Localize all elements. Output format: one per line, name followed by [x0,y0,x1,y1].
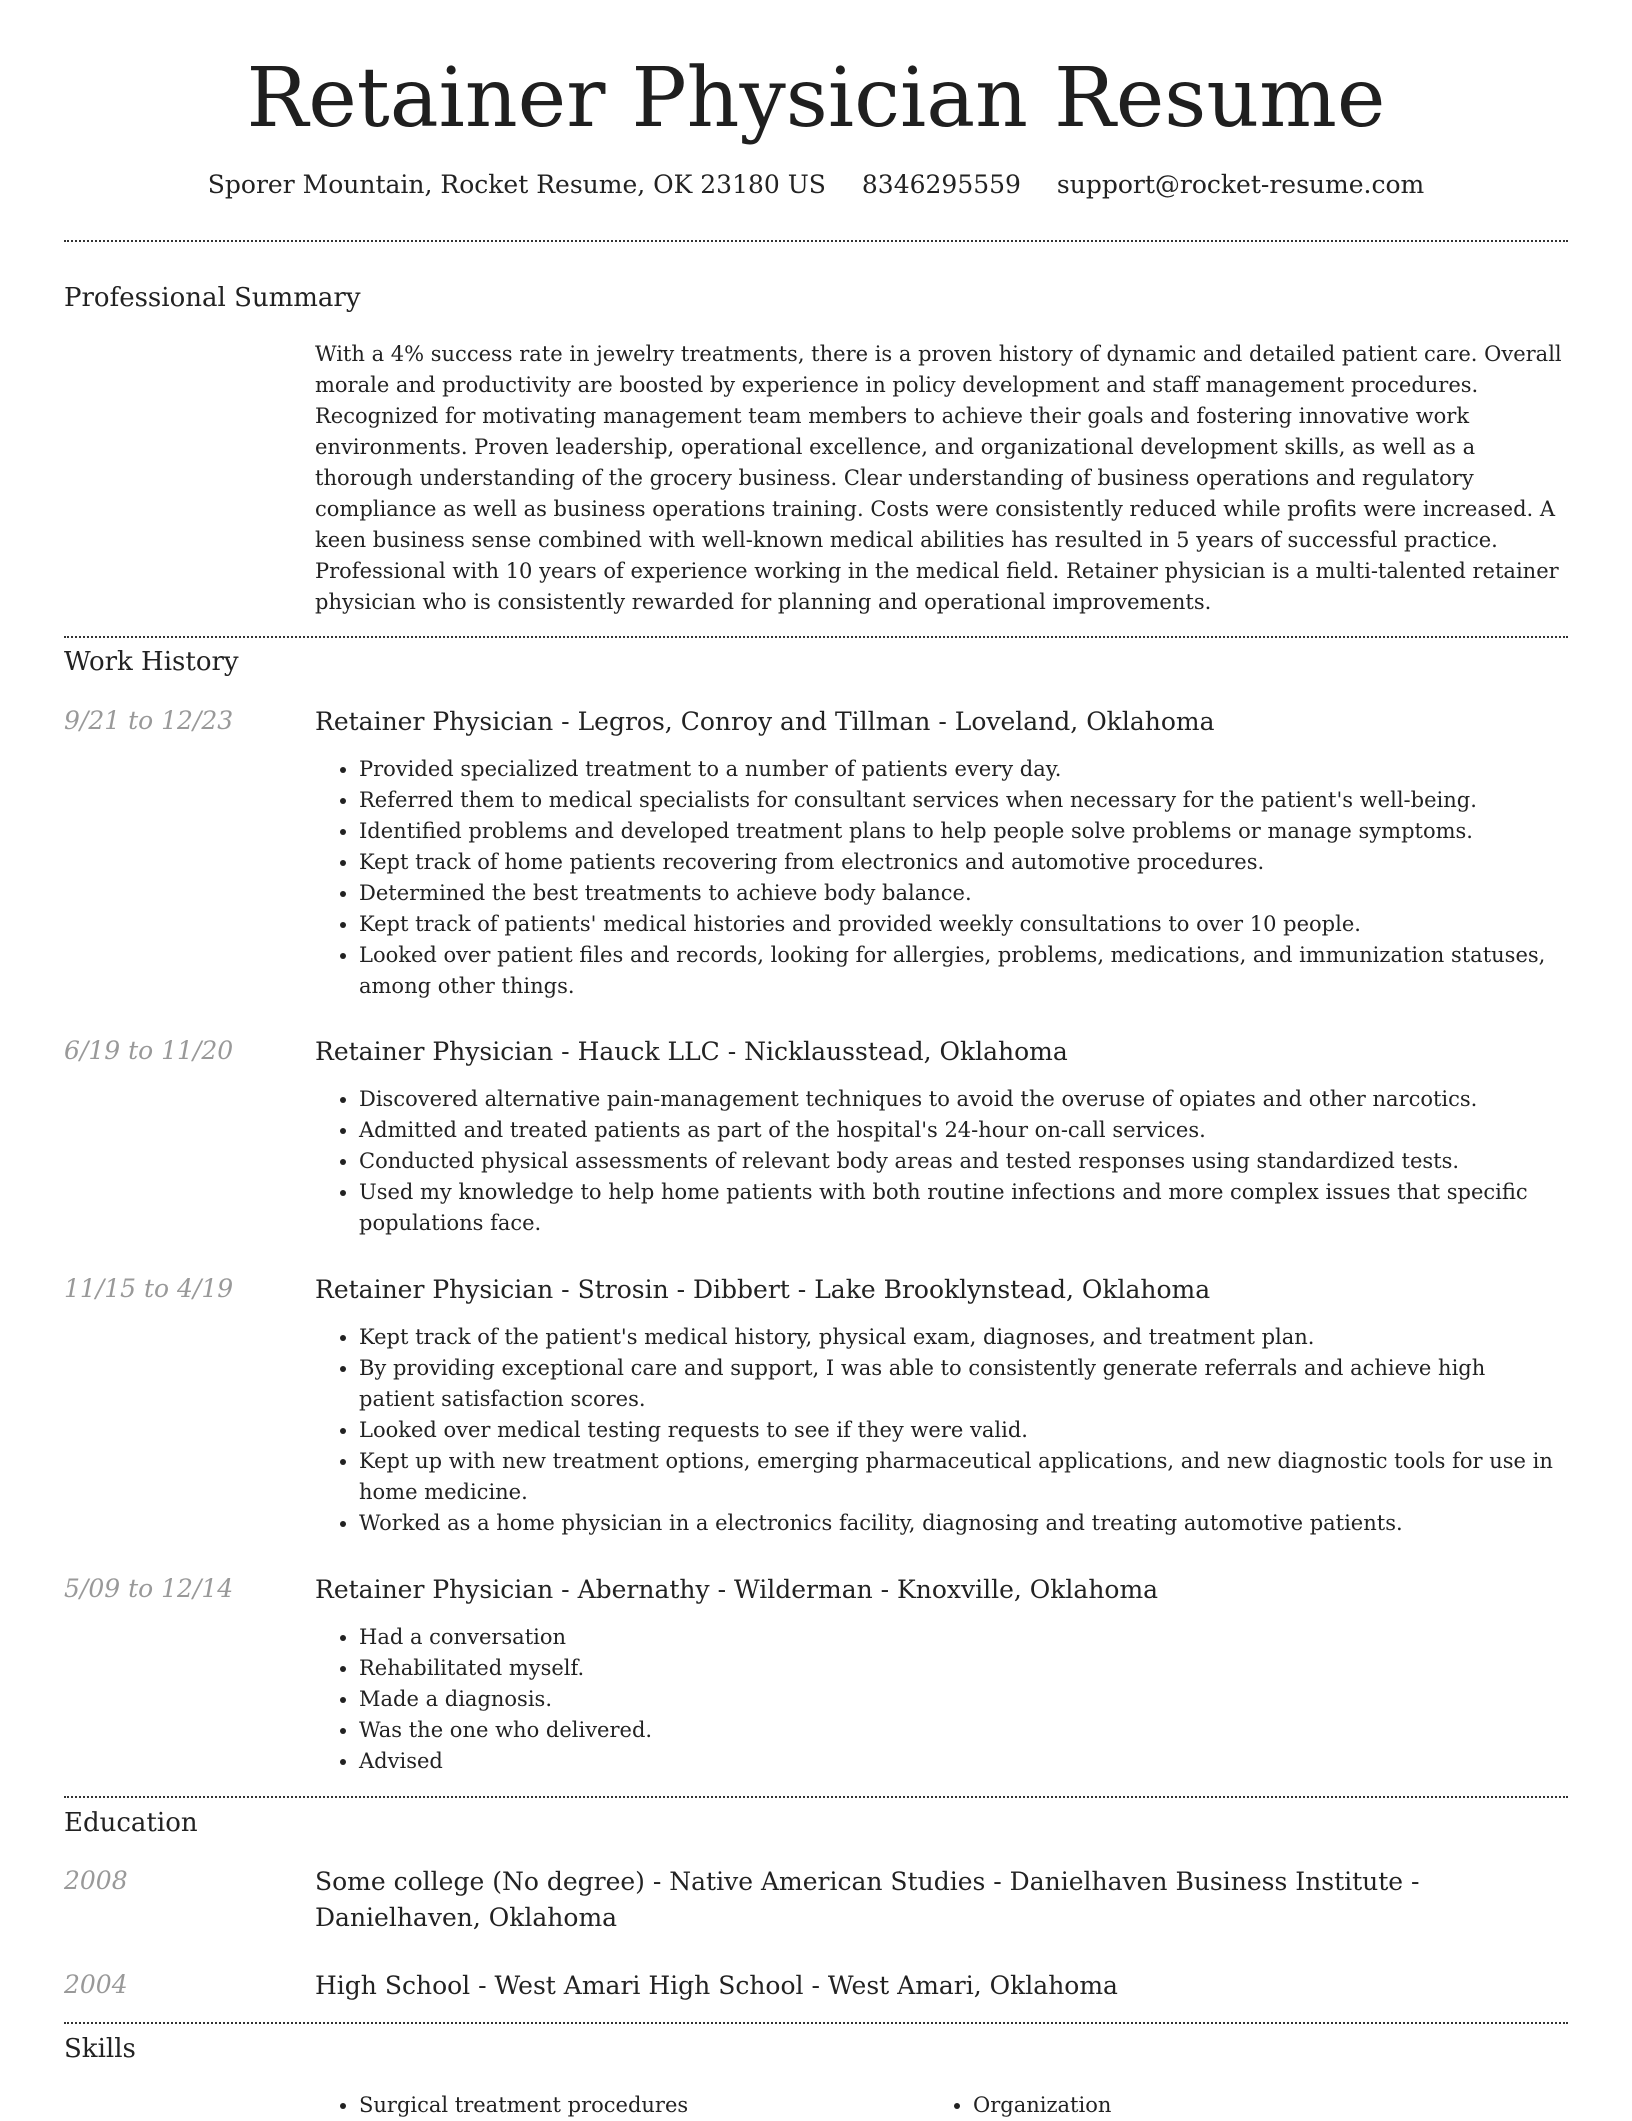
skill-item: • Organization [973,2090,1543,2121]
contact-address: Sporer Mountain, Rocket Resume, OK 23180 US [207,170,826,200]
resume-title: Retainer Physician Resume [246,51,1386,146]
section-divider [64,1796,1568,1798]
job-bullet: • Kept track of patients' medical histories and provided weekly consultations to over 10 people. [359,909,1567,940]
job-bullet: • Admitted and treated patients as part of the hospital's 24-hour on-call services. [359,1115,1567,1146]
job-dates: 5/09 to 12/14 [64,1574,234,1603]
resume-header [0,0,1632,199]
education-entry: High School - West Amari High School - West Amari, Oklahoma [315,1971,1118,2000]
job-bullet: • Made a diagnosis. [359,1684,1567,1715]
job-entry [315,1034,1567,1239]
job-bullet: • By providing exceptional care and support, I was able to consistently generate referrals and achieve high patient satisfaction scores. [359,1353,1567,1415]
job-title: Retainer Physician - Legros, Conroy and Tillman - Loveland, Oklahoma [315,707,1215,736]
section-divider [64,2022,1568,2024]
job-bullet: • Determined the best treatments to achieve body balance. [359,878,1567,909]
job-bullet: • Worked as a home physician in a electronics facility, diagnosing and treating automotive patients. [359,1508,1567,1539]
job-bullet: • Conducted physical assessments of relevant body areas and tested responses using standardized tests. [359,1146,1567,1177]
contact-line [0,170,1632,199]
skills-column-right [929,2090,1543,2121]
work-history-heading: Work History [64,647,239,677]
job-dates: 6/19 to 11/20 [64,1036,234,1065]
job-bullets [315,1622,1567,1777]
job-bullet: • Had a conversation [359,1622,1567,1653]
summary-text: With a 4% success rate in jewelry treatments, there is a proven history of dynamic and detailed patient care. Overall morale and productivity are boosted by experience in policy development and staff management procedures. Recognized for motivating management team members to achieve their goals and fostering innovative work environments. Proven leadership, operational excellence, and organizational development skills, as well as a thorough understanding of the grocery business. Clear understanding of business operations and regulatory compliance as well as business operations training. Costs were consistently reduced while profits were increased. A keen business sense combined with well-known medical abilities has resulted in 5 years of successful practice. Professional with 10 years of experience working in the medical field. Retainer physician is a multi-talented retainer physician who is consistently rewarded for planning and operational improvements. [315,342,1562,614]
job-title: Retainer Physician - Strosin - Dibbert - Lake Brooklynstead, Oklahoma [315,1275,1211,1304]
job-bullet: • Kept track of home patients recovering from electronics and automotive procedures. [359,847,1567,878]
job-bullets [315,1084,1567,1239]
job-bullet: • Advised [359,1746,1567,1777]
job-bullet: • Looked over patient files and records, looking for allergies, problems, medications, and immunization statuses, among other things. [359,940,1567,1002]
section-divider [64,240,1568,242]
job-bullet: • Discovered alternative pain-management techniques to avoid the overuse of opiates and other narcotics. [359,1084,1567,1115]
job-bullet: • Looked over medical testing requests to see if they were valid. [359,1415,1567,1446]
summary-heading: Professional Summary [64,283,361,313]
job-entry [315,1572,1567,1777]
job-bullet: • Was the one who delivered. [359,1715,1567,1746]
job-bullet: • Kept track of the patient's medical history, physical exam, diagnoses, and treatment plan. [359,1322,1567,1353]
education-entry: Some college (No degree) - Native American Studies - Danielhaven Business Institute - Danielhaven, Oklahoma [315,1867,1420,1932]
job-entry [315,704,1567,1002]
job-bullets [315,754,1567,1002]
job-bullet: • Kept up with new treatment options, emerging pharmaceutical applications, and new diagnostic tools for use in home medicine. [359,1446,1567,1508]
contact-email: support@rocket-resume.com [1056,170,1425,200]
job-dates: 9/21 to 12/23 [64,706,234,735]
education-year: 2008 [64,1866,128,1895]
job-bullet: • Used my knowledge to help home patients with both routine infections and more complex issues that specific populations face. [359,1177,1567,1239]
job-bullet: • Rehabilitated myself. [359,1653,1567,1684]
job-dates: 11/15 to 4/19 [64,1274,234,1303]
education-heading: Education [64,1808,198,1838]
job-bullets [315,1322,1567,1539]
skills-column-left [315,2090,929,2121]
skills-list [315,2090,1567,2121]
education-year: 2004 [64,1970,128,1999]
section-divider [64,636,1568,638]
contact-phone: 8346295559 [861,170,1021,200]
skill-item: • Surgical treatment procedures [359,2090,929,2121]
job-title: Retainer Physician - Hauck LLC - Nicklausstead, Oklahoma [315,1037,1068,1066]
job-entry [315,1272,1567,1539]
job-bullet: • Referred them to medical specialists for consultant services when necessary for the patient's well-being. [359,785,1567,816]
skills-heading: Skills [64,2034,136,2064]
job-bullet: • Provided specialized treatment to a number of patients every day. [359,754,1567,785]
job-title: Retainer Physician - Abernathy - Wilderman - Knoxville, Oklahoma [315,1575,1159,1604]
job-bullet: • Identified problems and developed treatment plans to help people solve problems or manage symptoms. [359,816,1567,847]
